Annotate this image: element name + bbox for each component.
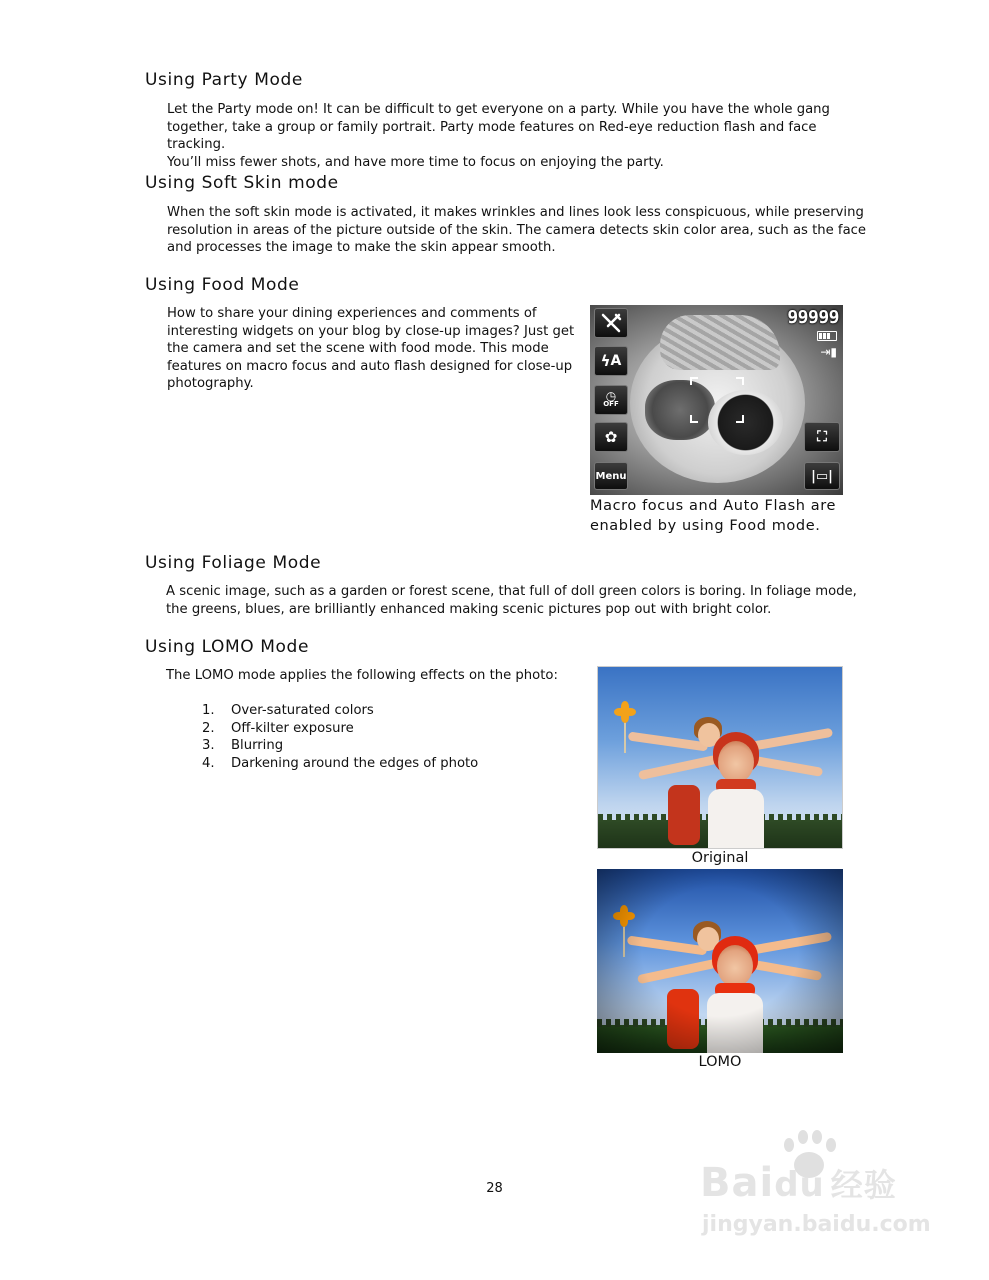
list-item-number: 2. [202,720,215,736]
food-line-4: features on macro focus and auto flash designed for close-up [167,358,573,374]
party-paragraph [167,101,867,171]
list-item-number: 3. [202,738,215,753]
watermark-url: jingyan.baidu.com [702,1212,931,1237]
section-heading-lomo: Using LOMO Mode [145,637,310,657]
list-item-number: 4. [202,755,215,771]
focus-bracket-tr [736,377,744,385]
lomo-intro: The LOMO mode applies the following effects on the photo: [166,668,558,683]
party-line-3: You’ll miss fewer shots, and have more time to focus on enjoying the party. [167,154,664,170]
softskin-line-2: resolution in areas of the picture outside of the skin. The camera detects skin color area, such as the face [167,222,867,238]
foliage-line-1: A scenic image, such as a garden or forest scene, that full of doll green colors is boring. In foliage mode, [166,584,857,599]
list-item-text: Blurring [231,738,284,753]
softskin-line-1: When the soft skin mode is activated, it makes wrinkles and lines look less conspicuous, while preserving [167,205,864,220]
list-item-text: Off-kilter exposure [231,720,354,736]
lomo-effects-list [202,702,532,772]
page-number: 28 [486,1181,503,1196]
section-heading-softskin: Using Soft Skin mode [145,173,339,193]
list-item-number: 1. [202,703,215,718]
list-item-text: Darkening around the edges of photo [231,755,479,771]
wrap-image [660,315,780,370]
caption-original: Original [691,850,749,866]
section-heading-food: Using Food Mode [145,275,300,295]
list-item-text: Over-saturated colors [231,703,374,718]
battery-icon [817,331,837,341]
sauce-bowl-image [708,390,783,455]
shot-count: 99999 [787,307,839,328]
foliage-line-2: the greens, blues, are brilliantly enhanced making scenic pictures pop out with bright color. [166,601,772,617]
section-heading-foliage: Using Foliage Mode [145,553,322,573]
softskin-line-3: and processes the image to make the skin appear smooth. [167,240,556,255]
flash-auto-icon: ϟ A [594,346,628,376]
list-item [202,702,532,720]
caption-lomo: LOMO [698,1054,742,1070]
focus-bracket-tl [690,377,698,385]
vegetable-image [645,380,715,440]
party-line-2: together, take a group or family portrait. Party mode features on Red-eye reduction flash and face tracking. [167,119,817,152]
memory-card-icon: ⇥▮ [820,345,837,359]
photo-original [597,666,843,849]
focus-bracket-br [736,415,744,423]
food-caption-line-1: Macro focus and Auto Flash are [590,498,837,514]
food-line-3: the camera and set the scene with food mode. This mode [167,341,549,356]
list-item [202,755,532,773]
foliage-paragraph [166,583,866,618]
self-timer-label: OFF [603,400,619,408]
menu-button: Menu [594,462,628,490]
focus-bracket-bl [690,415,698,423]
display-mode-icon: |▭| [804,462,840,490]
flash-auto-label: A [610,353,622,369]
fullscreen-icon: ⛶ [804,422,840,452]
food-paragraph [167,305,577,393]
photo-lomo [597,869,843,1053]
self-timer-off-icon: ◷ OFF [594,385,628,415]
party-line-1: Let the Party mode on! It can be difficult to get everyone on a party. While you have the whole gang [167,102,830,117]
macro-flower-icon: ✿ [594,422,628,452]
baidu-watermark [700,1130,940,1245]
food-line-2: interesting widgets on your blog by close-up images? Just get [167,323,575,339]
watermark-brand: Baidu 经验 [700,1160,897,1206]
list-item [202,720,532,738]
list-item [202,737,532,755]
food-line-5: photography. [167,376,254,391]
section-heading-party: Using Party Mode [145,70,303,90]
food-mode-icon [594,308,628,338]
softskin-paragraph [167,204,867,257]
food-caption [590,497,836,536]
food-caption-line-2: enabled by using Food mode. [590,517,821,534]
camera-screen-food-mode [590,305,843,495]
food-line-1: How to share your dining experiences and comments of [167,306,537,321]
